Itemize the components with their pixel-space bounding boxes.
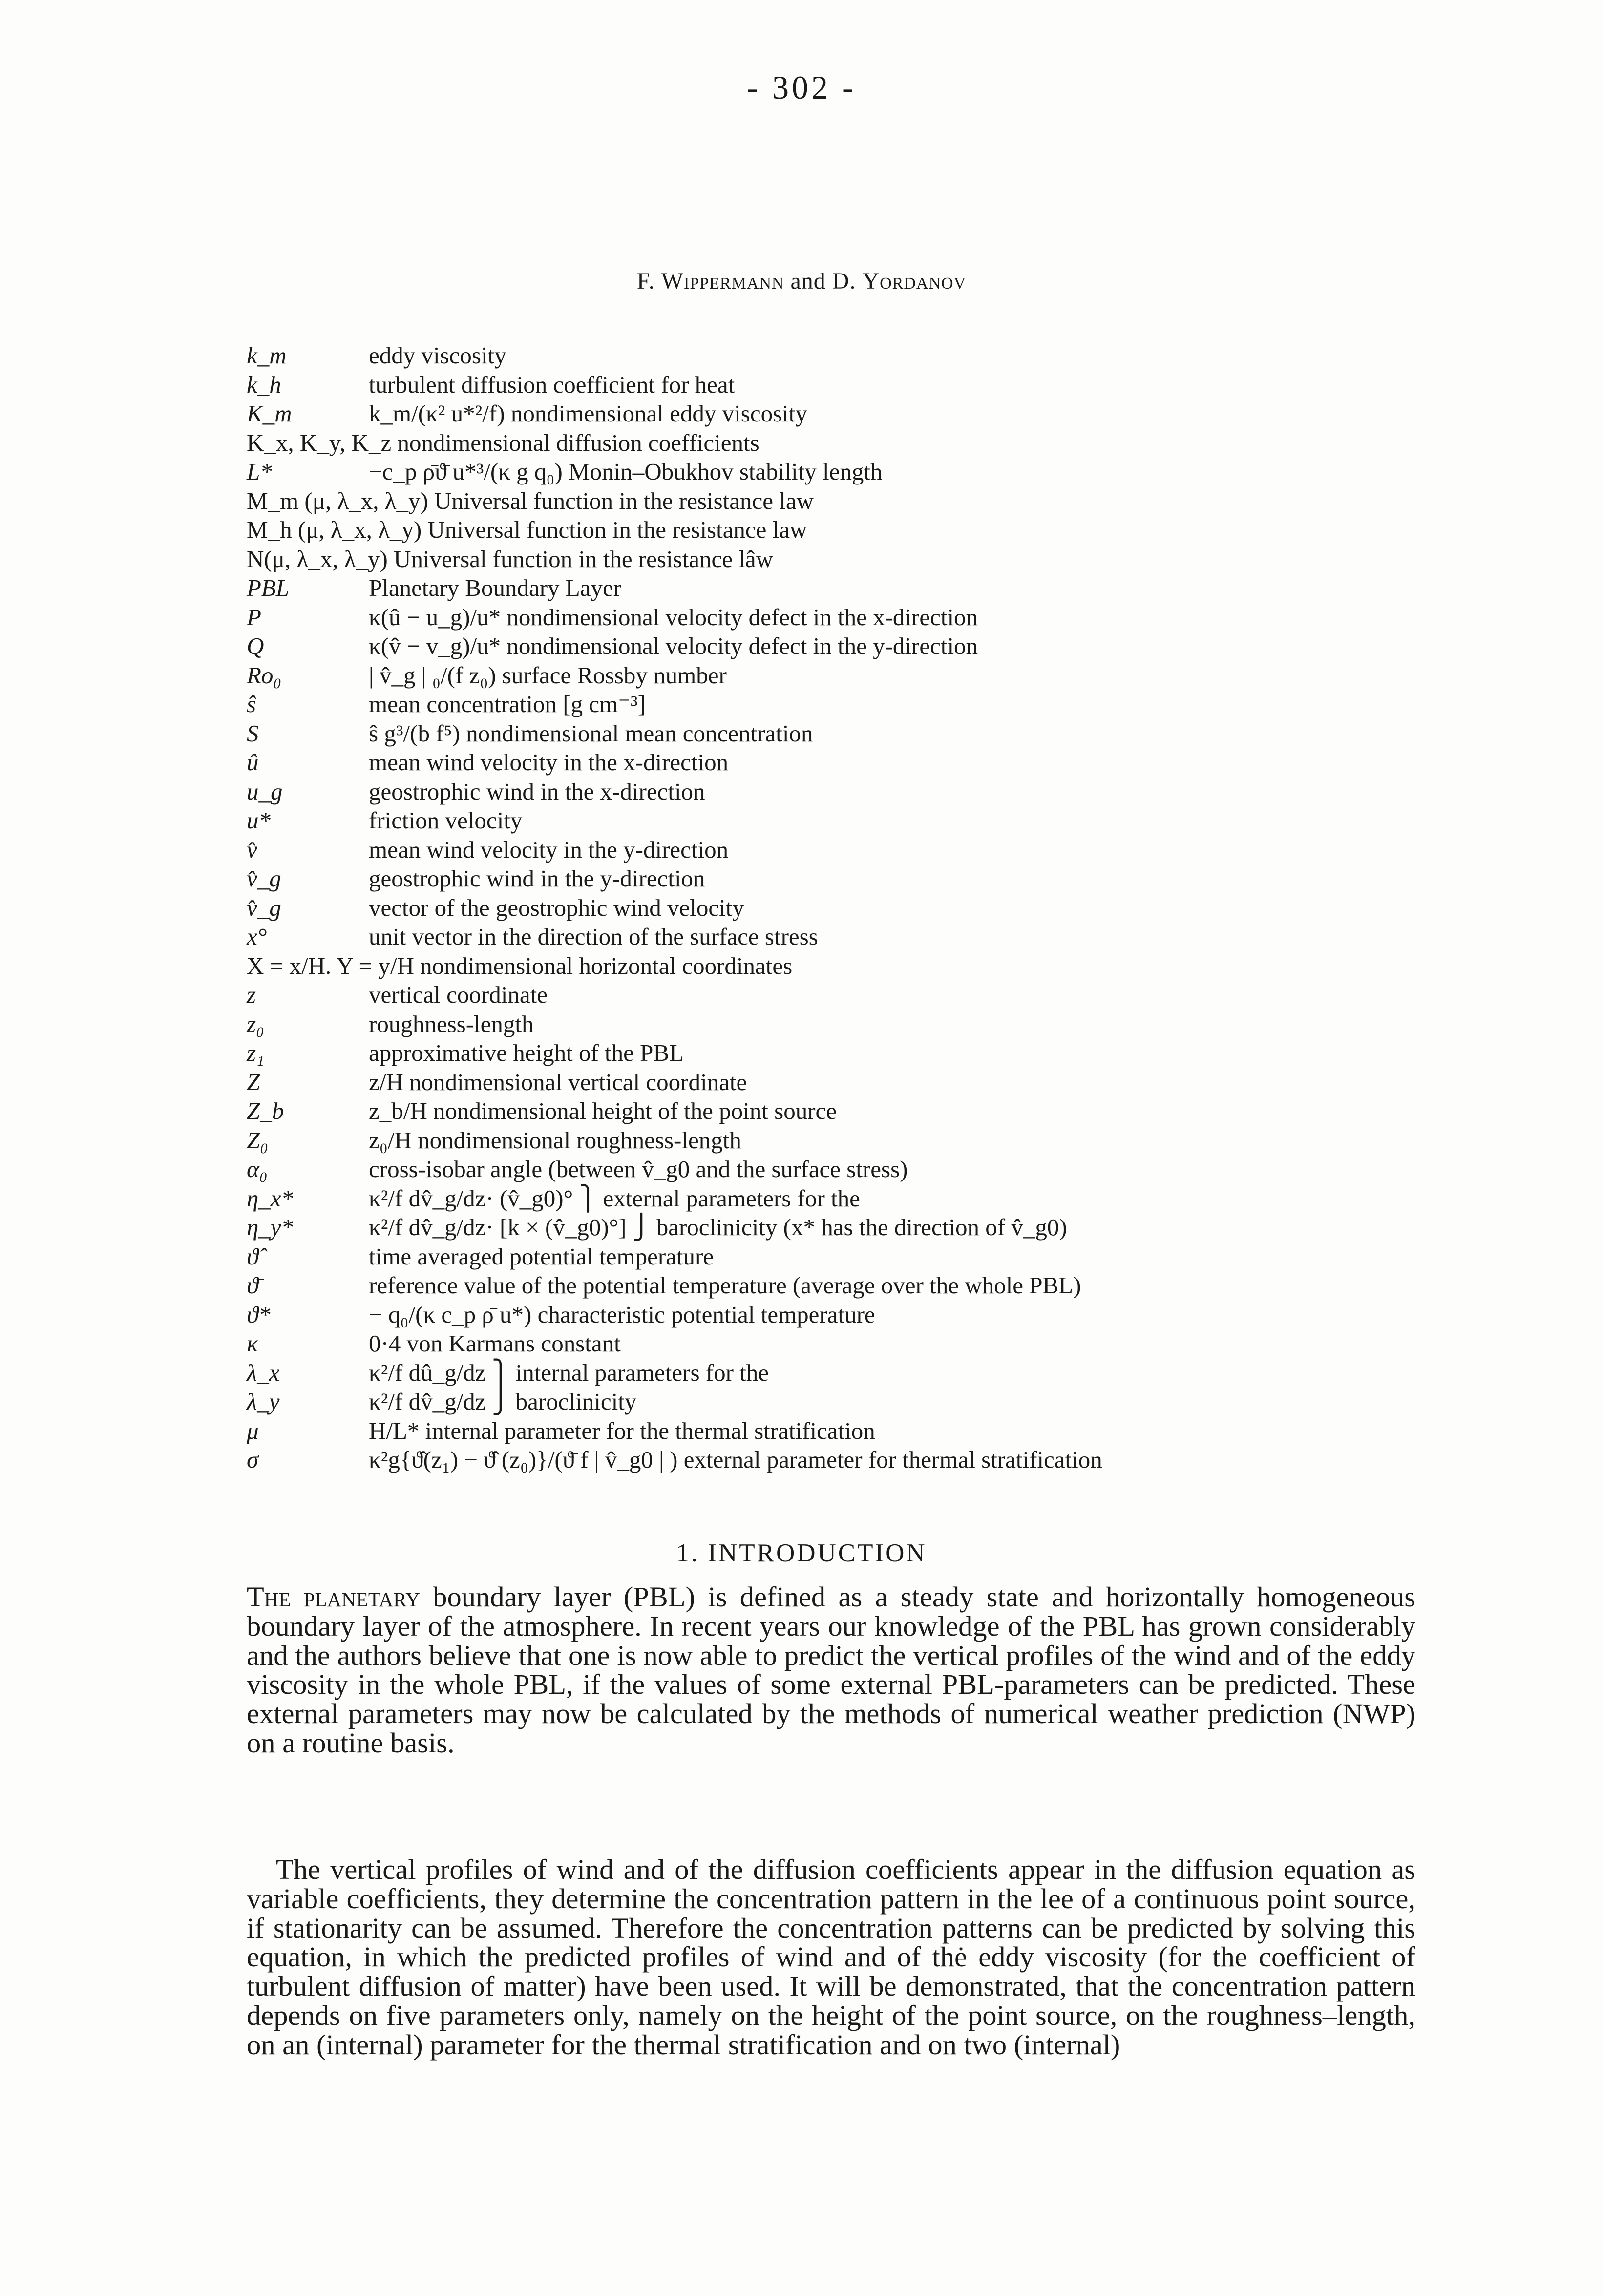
symbol: û — [247, 749, 259, 776]
symbol-row — [247, 777, 1565, 806]
symbol-row — [247, 748, 1565, 777]
symbol-description: time averaged potential temperature — [369, 1243, 714, 1270]
symbol-description: roughness-length — [369, 1010, 534, 1037]
symbol-description: k_m/(κ² u*²/f) nondimensional eddy viscosity — [369, 400, 807, 427]
symbol: u_g — [247, 778, 283, 805]
symbol: Z — [247, 1068, 260, 1095]
symbol: k_h — [247, 371, 281, 398]
symbol: ϑ* — [247, 1301, 271, 1328]
symbol-row — [247, 1126, 1565, 1155]
symbol-description: mean concentration [g cm⁻³] — [369, 691, 646, 717]
symbol-description: − q₀/(κ c_p ρ̄ u*) characteristic potential temperature — [369, 1301, 875, 1328]
symbol-description: κ²/f dv̂_g/dz· [k × (v̂_g0)°] ⎭ baroclinicity (x* has the direction of v̂_g0) — [369, 1214, 1067, 1241]
symbol-description: approximative height of the PBL — [369, 1039, 684, 1066]
symbol-row — [247, 457, 1565, 486]
symbol: Z₀ — [247, 1126, 269, 1154]
symbol-description: geostrophic wind in the x-direction — [369, 778, 705, 805]
section-title: 1. INTRODUCTION — [676, 1539, 927, 1567]
symbol-description: mean wind velocity in the y-direction — [369, 836, 729, 863]
symbol-row — [247, 893, 1565, 923]
symbol-row — [247, 922, 1565, 951]
symbol-row — [247, 632, 1565, 661]
symbol: v̂_g — [247, 865, 281, 892]
paragraph-lead-in: The planetary — [247, 1581, 420, 1613]
symbol: K_m — [247, 400, 292, 427]
paragraph-intro-1 — [247, 1582, 1415, 1758]
symbol: Z_b — [247, 1097, 284, 1124]
symbol-row — [247, 1387, 1565, 1416]
symbol-description: 0·4 von Karmans constant — [369, 1330, 621, 1357]
symbol-description: cross-isobar angle (between v̂_g0 and the surface stress) — [369, 1156, 908, 1182]
list-of-symbols — [247, 341, 1565, 1474]
author-conjunction: and D. — [784, 268, 863, 294]
symbol-description: unit vector in the direction of the surface stress — [369, 923, 818, 950]
symbol-description: −c_p ρ̄ϑ̄ u*³/(κ g q₀) Monin–Obukhov stability length — [369, 458, 883, 485]
symbol-row — [247, 486, 1565, 516]
symbol-description: κ²/f dv̂_g/dz· (v̂_g0)° ⎫ external parameters for the — [369, 1184, 860, 1212]
symbol: z — [247, 981, 256, 1008]
symbol-row — [247, 980, 1565, 1010]
symbol: σ — [247, 1446, 259, 1473]
symbol: u* — [247, 807, 271, 834]
symbol: z₀ — [247, 1010, 265, 1037]
page-number: - 302 - — [747, 69, 856, 106]
symbol-description: N(μ, λ_x, λ_y) Universal function in the resistance lâw — [247, 545, 773, 572]
symbol: v̂_g — [247, 894, 281, 921]
symbol-description: z/H nondimensional vertical coordinate — [369, 1068, 747, 1095]
symbol-row — [247, 661, 1565, 690]
symbol-description: mean wind velocity in the x-direction — [369, 749, 729, 776]
symbol-row — [247, 1068, 1565, 1097]
symbol-description: κ²/f dû_g/dz ⎫ internal parameters for the — [369, 1359, 769, 1386]
symbol: ϑ̂ — [247, 1243, 259, 1270]
symbol: ŝ — [247, 691, 256, 717]
symbol-description: X = x/H. Y = y/H nondimensional horizontal coordinates — [247, 952, 793, 979]
symbol-row — [247, 1242, 1565, 1271]
symbol-description: friction velocity — [369, 807, 523, 834]
author2-name: Yordanov — [862, 268, 967, 294]
symbol-description: vertical coordinate — [369, 981, 548, 1008]
paragraph-intro-2 — [247, 1855, 1415, 2060]
symbol: Q — [247, 632, 264, 659]
symbol: x° — [247, 923, 267, 950]
symbol-description: M_h (μ, λ_x, λ_y) Universal function in the resistance law — [247, 516, 807, 543]
symbol-row — [247, 370, 1565, 400]
symbol-row — [247, 951, 1565, 981]
running-head — [0, 268, 1603, 295]
symbol: η_y* — [247, 1214, 294, 1241]
symbol-description: Planetary Boundary Layer — [369, 574, 622, 601]
symbol-description: κ(v̂ − v_g)/u* nondimensional velocity defect in the y-direction — [369, 632, 978, 659]
symbol: L* — [247, 458, 272, 485]
symbol-row — [247, 1416, 1565, 1446]
symbol-row — [247, 1184, 1565, 1213]
symbol-description: z_b/H nondimensional height of the point source — [369, 1097, 837, 1124]
symbol-row — [247, 864, 1565, 893]
symbol-description: ŝ g³/(b f⁵) nondimensional mean concentration — [369, 719, 813, 747]
symbol-row — [247, 1096, 1565, 1126]
paragraph-text: The vertical profiles of wind and of the diffusion coefficients appear in the diffusion equation as variable coefficients, they determine the concentration pattern in the lee of a continuous point source, if stationarity can be assumed. Therefore the concentration patterns can be predicted by solving this equation, in which the predicted profiles of wind and of thė eddy viscosity (for the coefficient of turbulent diffusion of matter) have been used. It will be demonstrated, that the concentration pattern depends on five parameters only, namely on the height of the point source, on the roughness–length, on an (internal) parameter for the thermal stratification and on two (internal) — [247, 1854, 1415, 2061]
symbol-row — [247, 341, 1565, 370]
symbol-description: κ(û − u_g)/u* nondimensional velocity defect in the x-direction — [369, 603, 978, 631]
symbol: ϑ̄ — [247, 1272, 259, 1299]
symbol-row — [247, 690, 1565, 719]
symbol-row — [247, 1271, 1565, 1300]
symbol: PBL — [247, 574, 290, 601]
symbol-row — [247, 573, 1565, 603]
symbol-description: vector of the geostrophic wind velocity — [369, 894, 744, 921]
symbol: λ_x — [247, 1359, 280, 1386]
symbol-row — [247, 806, 1565, 835]
symbol-row — [247, 1010, 1565, 1039]
symbol-description: H/L* internal parameter for the thermal stratification — [369, 1417, 875, 1444]
symbol: P — [247, 603, 261, 631]
symbol-row — [247, 1213, 1565, 1242]
symbol-description: eddy viscosity — [369, 342, 506, 369]
symbol-description: M_m (μ, λ_x, λ_y) Universal function in the resistance law — [247, 487, 814, 514]
symbol: k_m — [247, 342, 287, 369]
symbol-row — [247, 1445, 1565, 1474]
symbol: κ — [247, 1330, 258, 1357]
symbol-row — [247, 1300, 1565, 1329]
symbol: α₀ — [247, 1156, 268, 1182]
symbol-description: | v̂_g | ₀/(f z₀) surface Rossby number — [369, 661, 727, 689]
author1-initial: F. — [636, 268, 661, 294]
symbol: λ_y — [247, 1388, 280, 1415]
symbol-row — [247, 428, 1565, 458]
symbol: Ro₀ — [247, 661, 282, 689]
symbol-description: κ²g{ϑ̂(z₁) − ϑ̂ (z₀)}/(ϑ̄ f | v̂_g0 | ) external parameter for thermal stratification — [369, 1446, 1102, 1473]
symbol-description: turbulent diffusion coefficient for heat — [369, 371, 735, 398]
symbol-description: κ²/f dv̂_g/dz ⎭ baroclinicity — [369, 1388, 637, 1415]
symbol-row — [247, 1155, 1565, 1184]
symbol-row — [247, 603, 1565, 632]
symbol-description: geostrophic wind in the y-direction — [369, 865, 705, 892]
symbol: μ — [247, 1417, 259, 1444]
symbol: z₁ — [247, 1039, 265, 1066]
symbol: S — [247, 719, 259, 747]
symbol-description: K_x, K_y, K_z nondimensional diffusion coefficients — [247, 429, 759, 456]
symbol-row — [247, 1358, 1565, 1388]
symbol-row — [247, 515, 1565, 545]
symbol: η_x* — [247, 1184, 294, 1212]
symbol-row — [247, 1038, 1565, 1068]
symbol: v̂ — [247, 836, 257, 863]
paragraph-text: boundary layer (PBL) is defined as a steady state and horizontally homogeneous boundary layer of the atmosphere. In recent years our knowledge of the PBL has grown considerably and the authors believe that one is now able to predict the vertical profiles of the wind and of the eddy viscosity in the whole PBL, if the values of some external PBL-parameters can be predicted. These external parameters may now be calculated by the methods of numerical weather prediction (NWP) on a routine basis. — [247, 1581, 1415, 1759]
symbol-description: z₀/H nondimensional roughness-length — [369, 1126, 741, 1154]
symbol-description: reference value of the potential temperature (average over the whole PBL) — [369, 1272, 1081, 1299]
symbol-row — [247, 1329, 1565, 1358]
author1-name: Wippermann — [661, 268, 784, 294]
symbol-row — [247, 719, 1565, 748]
symbol-row — [247, 399, 1565, 428]
symbol-row — [247, 545, 1565, 574]
symbol-row — [247, 835, 1565, 864]
